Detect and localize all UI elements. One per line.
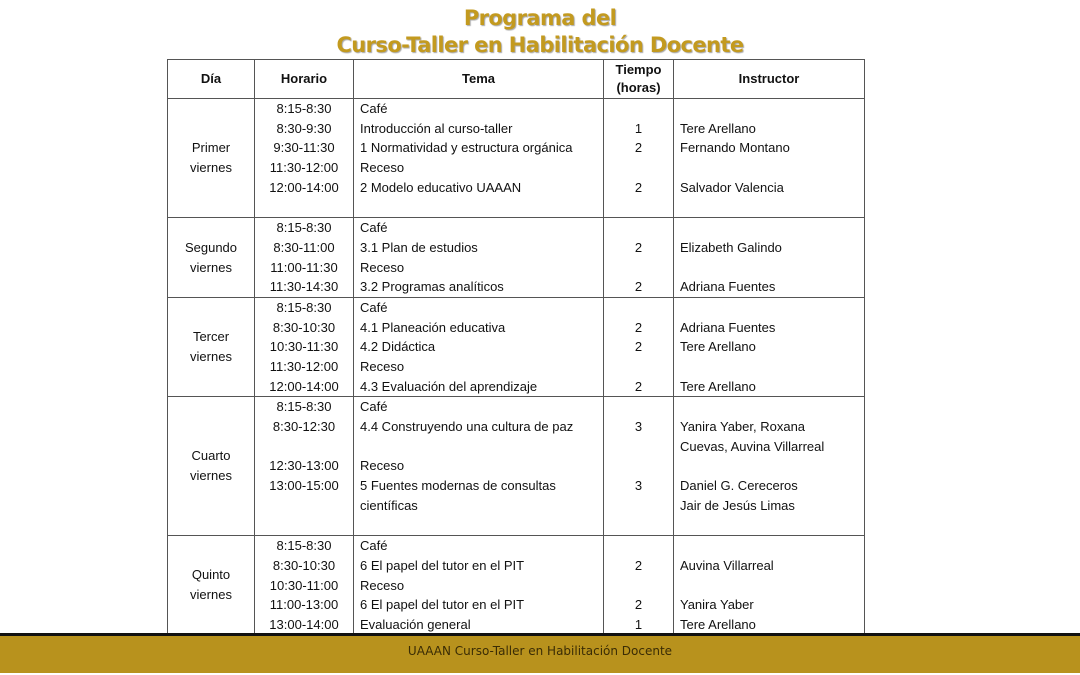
horario-line: 8:15-8:30 [276, 399, 332, 415]
horario-line: 10:30-11:00 [269, 577, 339, 593]
horario-line: 12:00-14:00 [269, 179, 339, 195]
tema-line: 3.1 Plan de estudios [360, 239, 478, 255]
horario-line: 9:30-11:30 [273, 140, 335, 156]
instructor-line: Salvador Valencia [680, 179, 784, 195]
horario-line: 11:00-11:30 [270, 259, 338, 275]
schedule-table [167, 59, 865, 636]
tiempo-line [604, 258, 673, 278]
horario-line: 12:00-14:00 [269, 378, 339, 394]
tema-line: 4.4 Construyendo una cultura de paz [360, 419, 574, 434]
instructor-line: Tere Arellano [680, 339, 756, 355]
horario-line: 11:30-12:00 [269, 160, 339, 176]
footer-band: UAAAN Curso-Taller en Habilitación Docente [0, 636, 1080, 673]
instructor-cell [674, 397, 865, 536]
instructor-line: Jair de Jesús Limas [680, 497, 795, 513]
tiempo-line [604, 357, 673, 377]
tema-line [354, 515, 603, 535]
tiempo-cell [604, 297, 674, 396]
instructor-line: Cuevas, Auvina Villarreal [680, 438, 825, 454]
table-row [168, 218, 865, 298]
tiempo-cell [604, 218, 674, 298]
day-cell: Cuarto viernes [168, 397, 255, 536]
horario-line: 8:30-12:30 [272, 419, 336, 434]
header-instructor: Instructor [674, 60, 865, 99]
instructor-line [674, 576, 864, 596]
tiempo-line [604, 496, 673, 516]
tema-line: Evaluación general [360, 616, 471, 632]
tiempo-line: 1 [634, 120, 643, 136]
tiempo-line: 2 [634, 319, 643, 335]
table-row [168, 536, 865, 635]
tema-line: Café [360, 220, 388, 236]
horario-cell [255, 218, 354, 298]
tiempo-line: 2 [634, 339, 643, 355]
tema-line: Café [360, 299, 388, 315]
horario-line: 10:30-11:30 [269, 339, 339, 355]
instructor-line: Fernando Montano [680, 140, 790, 156]
horario-line: 8:15-8:30 [276, 101, 332, 116]
tiempo-line: 3 [634, 478, 643, 494]
tema-cell [354, 536, 604, 635]
tema-line: Receso [360, 577, 405, 593]
header-row [168, 60, 865, 99]
tiempo-line [604, 536, 673, 556]
tiempo-line [604, 576, 673, 596]
horario-line: 8:15-8:30 [276, 299, 332, 315]
instructor-line [674, 298, 864, 318]
horario-line: 8:15-8:30 [276, 538, 332, 554]
header-tiempo: Tiempo (horas) [604, 60, 674, 99]
day-cell: Quinto viernes [168, 536, 255, 635]
instructor-line [674, 258, 864, 278]
tema-line: Café [360, 101, 388, 116]
tema-cell [354, 397, 604, 536]
day-cell: Primer viernes [168, 99, 255, 218]
tema-line: Receso [360, 358, 405, 374]
table-row [168, 397, 865, 536]
horario-line [255, 197, 353, 217]
tiempo-line [604, 197, 673, 217]
tema-line: Receso [360, 160, 405, 176]
horario-line [255, 437, 353, 457]
instructor-line: Elizabeth Galindo [680, 239, 782, 255]
instructor-cell [674, 99, 865, 218]
instructor-line [674, 197, 864, 217]
tiempo-line [604, 437, 673, 457]
instructor-line [674, 515, 864, 535]
tema-line: 4.1 Planeación educativa [360, 319, 506, 335]
tema-line [354, 437, 603, 457]
header-horario: Horario [255, 60, 354, 99]
horario-line: 11:30-12:00 [269, 358, 339, 374]
day-cell: Tercer viernes [168, 297, 255, 396]
tema-line: 2 Modelo educativo UAAAN [360, 179, 522, 195]
instructor-line: Adriana Fuentes [680, 279, 776, 295]
tiempo-cell [604, 99, 674, 218]
instructor-line: Tere Arellano [680, 378, 756, 394]
tema-line: 3.2 Programas analíticos [360, 279, 504, 295]
horario-line: 8:15-8:30 [276, 220, 332, 236]
horario-cell [255, 99, 354, 218]
tema-line: Receso [360, 458, 405, 474]
tiempo-line [604, 99, 673, 119]
tiempo-line: 2 [634, 378, 643, 394]
instructor-line: Yanira Yaber [680, 597, 754, 613]
tiempo-cell [604, 397, 674, 536]
tiempo-line: 2 [634, 557, 643, 573]
horario-line: 13:00-14:00 [269, 616, 339, 632]
horario-cell [255, 397, 354, 536]
tema-line: 6 El papel del tutor en el PIT [360, 597, 525, 613]
instructor-line [674, 357, 864, 377]
header-tema: Tema [354, 60, 604, 99]
title-line-2: Curso-Taller en Habilitación Docente [336, 33, 744, 57]
tiempo-line: 2 [634, 140, 643, 156]
instructor-line [674, 456, 864, 476]
tema-line: científicas [360, 497, 418, 513]
tiempo-line [604, 515, 673, 535]
tiempo-line [604, 158, 673, 178]
tema-line [354, 197, 603, 217]
instructor-line: Adriana Fuentes [680, 319, 776, 335]
horario-line: 11:00-13:00 [269, 597, 339, 613]
tiempo-line: 3 [634, 419, 643, 434]
tema-cell [354, 99, 604, 218]
horario-line: 8:30-10:30 [272, 557, 336, 573]
instructor-line [674, 99, 864, 119]
instructor-line: Daniel G. Cereceros [680, 478, 798, 494]
instructor-line: Yanira Yaber, Roxana [680, 419, 806, 434]
tiempo-line [604, 397, 673, 417]
tema-cell [354, 297, 604, 396]
table-row [168, 297, 865, 396]
instructor-line [674, 397, 864, 417]
tiempo-line: 2 [634, 239, 643, 255]
tema-line: 4.2 Didáctica [360, 339, 436, 355]
horario-cell [255, 536, 354, 635]
instructor-line [674, 218, 864, 238]
tema-line: 1 Normatividad y estructura orgánica [360, 140, 573, 156]
day-cell: Segundo viernes [168, 218, 255, 298]
instructor-line [674, 536, 864, 556]
tema-cell [354, 218, 604, 298]
tiempo-line: 2 [634, 597, 643, 613]
instructor-line: Tere Arellano [680, 616, 756, 632]
tiempo-line [604, 298, 673, 318]
tiempo-line: 2 [634, 179, 643, 195]
tema-line: 4.3 Evaluación del aprendizaje [360, 378, 538, 394]
instructor-cell [674, 218, 865, 298]
instructor-cell [674, 536, 865, 635]
table-row [168, 99, 865, 218]
horario-line [255, 496, 353, 516]
horario-line: 8:30-10:30 [272, 319, 336, 335]
tiempo-line: 2 [634, 279, 643, 295]
tema-line: 6 El papel del tutor en el PIT [360, 557, 525, 573]
tema-line: Café [360, 538, 388, 554]
horario-line: 8:30-9:30 [276, 120, 332, 136]
header-dia: Día [168, 60, 255, 99]
tiempo-cell [604, 536, 674, 635]
tema-line: 5 Fuentes modernas de consultas [360, 478, 556, 494]
tema-line: Receso [360, 259, 405, 275]
horario-line [255, 515, 353, 535]
horario-line: 8:30-11:00 [273, 239, 335, 255]
tema-line: Café [360, 399, 388, 415]
instructor-line: Tere Arellano [680, 120, 756, 136]
horario-line: 13:00-15:00 [269, 478, 339, 494]
instructor-line: Auvina Villarreal [680, 557, 774, 573]
horario-line: 11:30-14:30 [269, 279, 339, 295]
tiempo-line: 1 [634, 616, 643, 632]
horario-cell [255, 297, 354, 396]
tiempo-line [604, 218, 673, 238]
tema-line: Introducción al curso-taller [360, 120, 513, 136]
title-line-1: Programa del [463, 6, 617, 30]
horario-line: 12:30-13:00 [269, 458, 339, 474]
tiempo-line [604, 456, 673, 476]
instructor-line [674, 158, 864, 178]
instructor-cell [674, 297, 865, 396]
